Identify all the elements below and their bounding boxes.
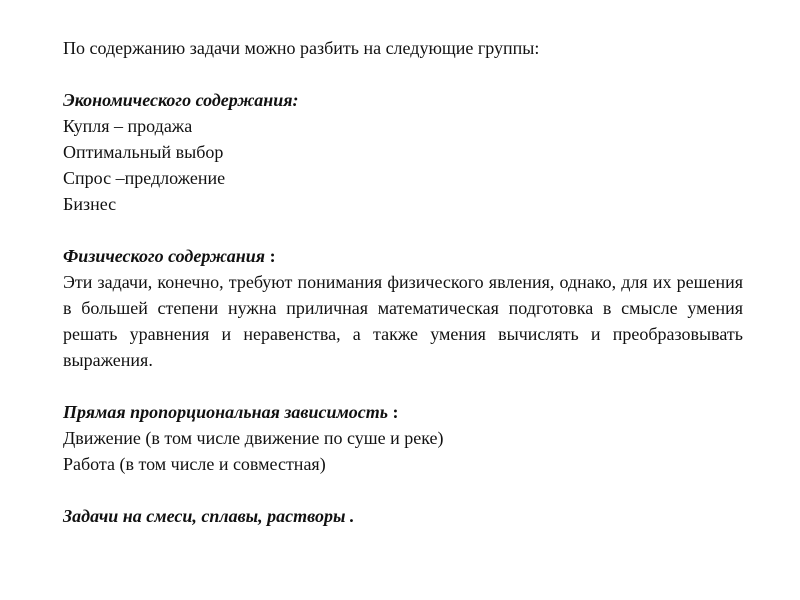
proportional-item: Работа (в том числе и совместная) bbox=[63, 454, 326, 474]
slide-content bbox=[63, 35, 743, 529]
proportional-heading-colon: : bbox=[388, 402, 399, 422]
spacer bbox=[63, 217, 743, 243]
economic-item: Оптимальный выбор bbox=[63, 142, 224, 162]
proportional-item: Движение (в том числе движение по суше и реке) bbox=[63, 428, 444, 448]
physical-heading: Физического содержания bbox=[63, 246, 266, 266]
intro-text: По содержанию задачи можно разбить на следующие группы: bbox=[63, 38, 540, 58]
spacer bbox=[63, 477, 743, 503]
physical-heading-colon: : bbox=[265, 246, 276, 266]
physical-heading-row bbox=[63, 243, 743, 269]
economic-heading: Экономического содержания: bbox=[63, 90, 299, 110]
economic-item: Спрос –предложение bbox=[63, 168, 226, 188]
physical-paragraph: Эти задачи, конечно, требуют понимания физического явления, однако, для их решения в большей степени нужна приличная математическая подготовка в смысле умения решать уравнения и неравенства, а также умения вычислять и преобразовывать выражения. bbox=[63, 272, 743, 370]
economic-item: Бизнес bbox=[63, 194, 117, 214]
spacer bbox=[63, 373, 743, 399]
proportional-heading: Прямая пропорциональная зависимость bbox=[63, 402, 389, 422]
proportional-heading-row bbox=[63, 399, 743, 425]
spacer bbox=[63, 61, 743, 87]
economic-item: Купля – продажа bbox=[63, 116, 193, 136]
mixtures-heading: Задачи на смеси, сплавы, растворы . bbox=[63, 506, 355, 526]
